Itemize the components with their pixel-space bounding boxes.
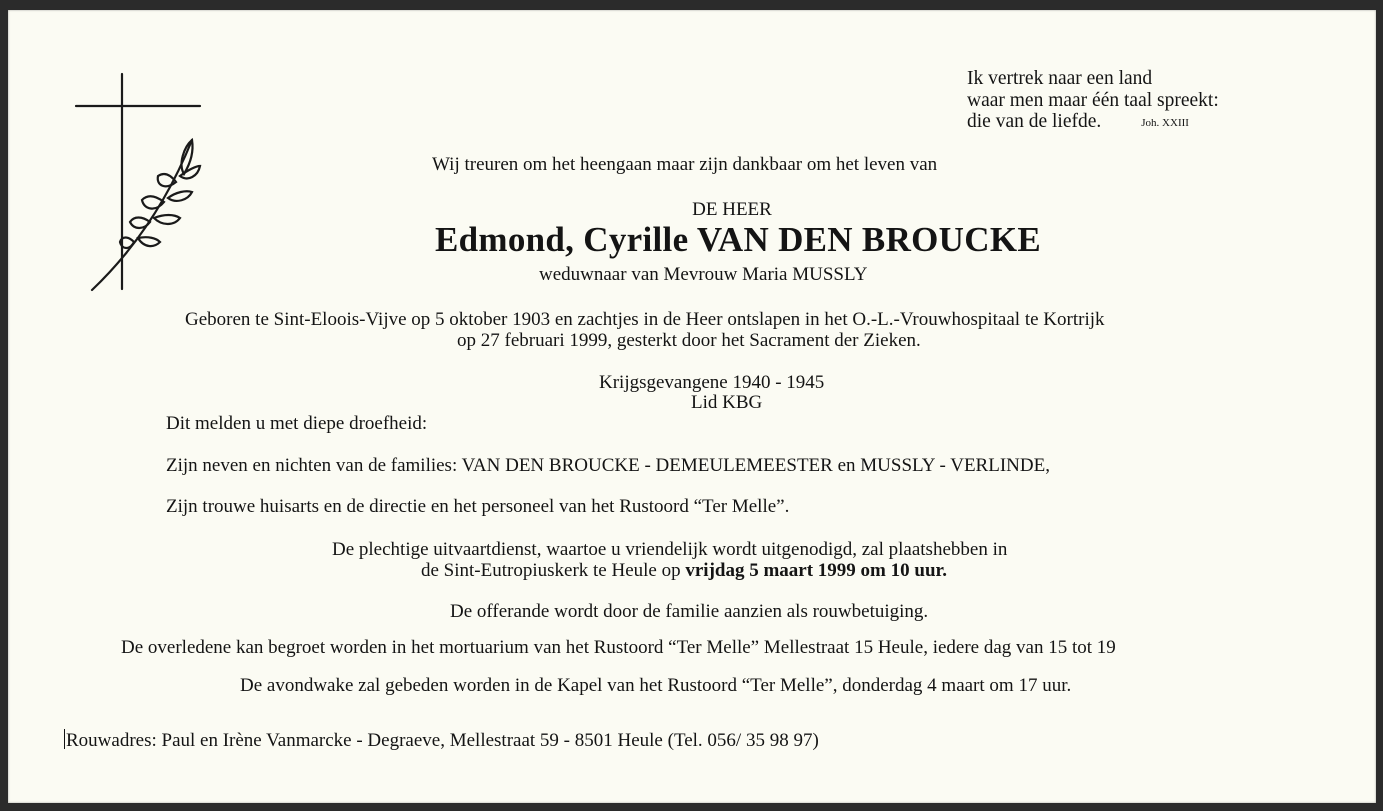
text-cursor [64,729,65,749]
funeral-date: vrijdag 5 maart 1999 om 10 uur. [685,560,947,581]
announce-text: Dit melden u met diepe droefheid: [166,413,428,434]
title-text: DE HEER [692,199,772,220]
deceased-name: Edmond, Cyrille VAN DEN BROUCKE [434,220,1041,259]
quote-source: Joh. XXIII [1141,117,1189,129]
funeral-line-2: de Sint-Eutropiuskerk te Heule op vrijdag 5 maart 1999 om 10 uur. [421,560,947,581]
doctor-text: Zijn trouwe huisarts en de directie en het personeel van het Rustoord “Ter Melle”. [166,496,790,517]
families-text: Zijn neven en nichten van de families: VAN DEN BROUCKE - DEMEULEMEESTER en MUSSLY - VERLINDE, [166,455,1050,476]
quote-line: Ik vertrek naar een land [967,68,1153,89]
funeral-line-1: De plechtige uitvaartdienst, waartoe u vriendelijk wordt uitgenodigd, zal plaatshebben in [332,539,1008,560]
quote-block [967,68,1219,135]
birth-line-2: op 27 februari 1999, gesterkt door het Sacrament der Zieken. [457,330,921,351]
address-text: Rouwadres: Paul en Irène Vanmarcke - Degraeve, Mellestraat 59 - 8501 Heule (Tel. 056/ 35 98 97) [66,730,819,751]
quote-line: waar men maar één taal spreekt: [967,89,1219,111]
intro-text: Wij treuren om het heengaan maar zijn dankbaar om het leven van [432,154,938,175]
memorial-card [8,10,1376,803]
cross-palm-icon [72,72,212,297]
offering-text: De offerande wordt door de familie aanzien als rouwbetuiging. [450,601,929,622]
visitation-text: De overledene kan begroet worden in het mortuarium van het Rustoord “Ter Melle” Mellestraat 15 Heule, iedere dag van 15 tot 19 [121,637,1116,658]
birth-line-1: Geboren te Sint-Eloois-Vijve op 5 oktober 1903 en zachtjes in de Heer ontslapen in het O.-L.-Vrouwhospitaal te Kortrijk [185,309,1105,330]
war-line-2: Lid KBG [691,392,763,413]
quote-line: die van de liefde. Joh. XXIII [967,111,1189,132]
widower-text: weduwnaar van Mevrouw Maria MUSSLY [539,264,868,285]
address-line [64,729,819,751]
vigil-text: De avondwake zal gebeden worden in de Kapel van het Rustoord “Ter Melle”, donderdag 4 maart om 17 uur. [240,675,1072,696]
war-line-1: Krijgsgevangene 1940 - 1945 [599,372,825,393]
